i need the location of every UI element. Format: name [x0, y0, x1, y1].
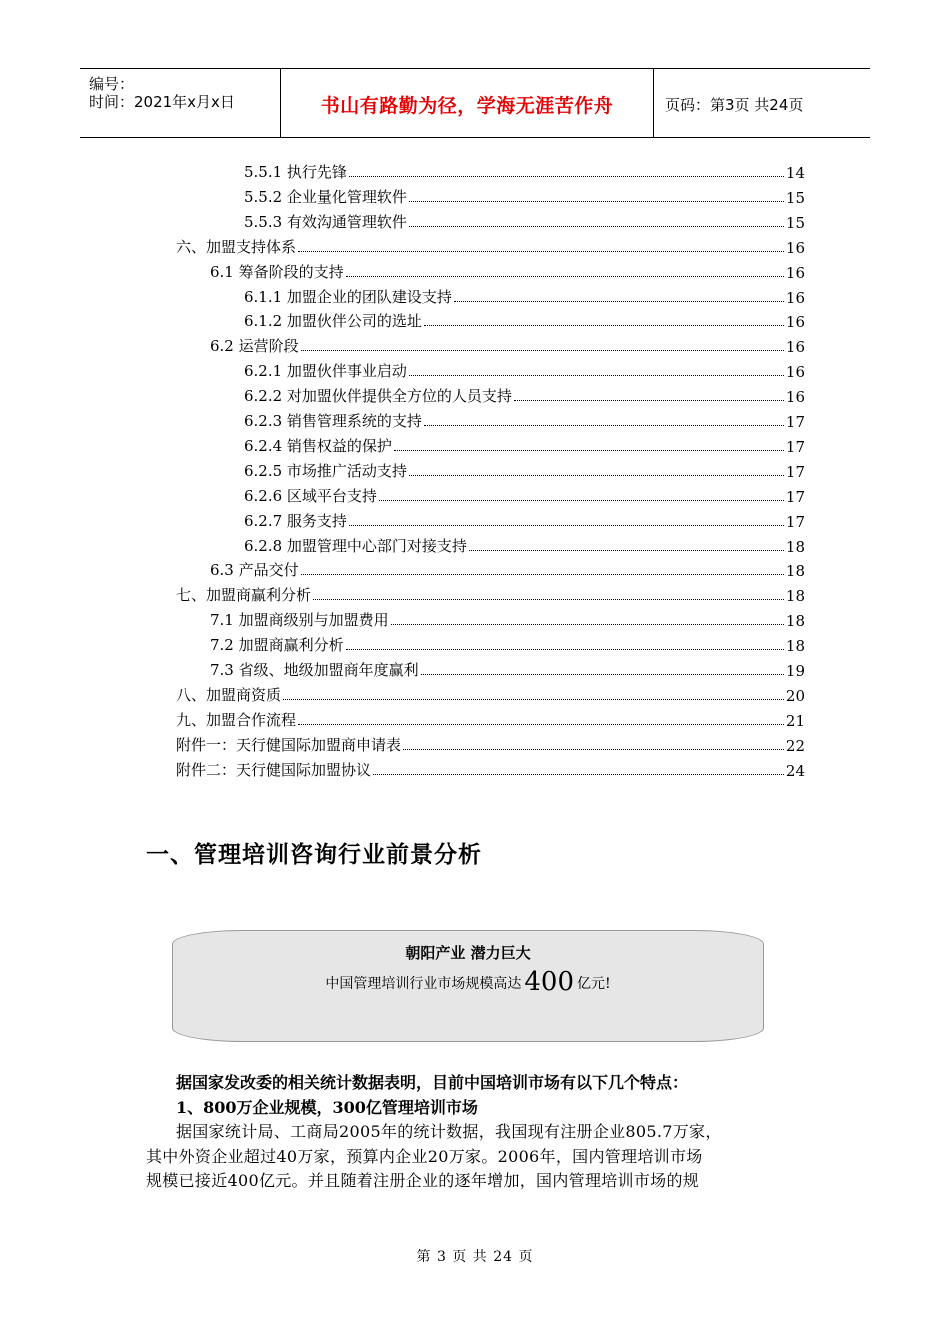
toc-entry-page: 18 [785, 562, 805, 581]
toc-entry-page: 15 [785, 213, 805, 232]
header-motto-cell [281, 69, 654, 137]
toc-entry[interactable] [176, 705, 805, 730]
toc-leader-dots [379, 500, 784, 501]
toc-entry-title: 6.2.2 对加盟伙伴提供全方位的人员支持 [244, 387, 512, 406]
toc-entry-page: 16 [785, 388, 805, 407]
toc-leader-dots [298, 251, 784, 252]
page-header [80, 68, 870, 138]
toc-leader-dots [298, 724, 784, 725]
toc-entry[interactable] [244, 356, 805, 381]
highlight-callout [172, 930, 764, 1042]
toc-entry-title: 6.2.7 服务支持 [244, 511, 347, 530]
toc-entry-title: 六、加盟支持体系 [176, 237, 297, 256]
toc-leader-dots [301, 574, 784, 575]
toc-entry[interactable] [244, 431, 805, 456]
section-heading: 一、管理培训咨询行业前景分析 [146, 842, 482, 868]
toc-entry-title: 6.2.6 区域平台支持 [244, 486, 377, 505]
callout-text [173, 967, 763, 997]
toc-leader-dots [349, 176, 784, 177]
toc-leader-dots [313, 599, 784, 600]
toc-entry-title: 6.2.4 销售权益的保护 [244, 436, 392, 455]
toc-entry-page: 18 [785, 612, 805, 631]
serial-label: 编号： [89, 75, 135, 93]
point-heading: 1、800万企业规模，300亿管理培训市场 [176, 1098, 478, 1117]
toc-entry-title: 7.3 省级、地级加盟商年度赢利 [210, 661, 419, 679]
toc-entry-title: 6.2.1 加盟伙伴事业启动 [244, 362, 407, 381]
toc-leader-dots [409, 201, 784, 202]
toc-entry-page: 17 [785, 413, 805, 431]
toc-leader-dots [403, 749, 784, 750]
toc-entry[interactable] [176, 580, 805, 605]
body-line: 其中外资企业超过40万家，预算内企业20万家。2006年，国内管理培训市场 [146, 1146, 703, 1166]
toc-entry-page: 18 [785, 637, 805, 656]
toc-leader-dots [301, 350, 784, 351]
toc-entry-title: 6.2.5 市场推广活动支持 [244, 461, 407, 480]
toc-entry-page: 16 [785, 238, 805, 257]
toc-entry-page: 15 [785, 188, 805, 207]
header-motto: 书山有路勤为径，学海无涯苦作舟 [320, 95, 614, 117]
toc-entry-title: 附件二：天行健国际加盟协议 [176, 760, 372, 779]
toc-entry[interactable] [210, 655, 805, 680]
toc-entry[interactable] [210, 630, 805, 655]
toc-entry[interactable] [176, 730, 805, 755]
toc-entry[interactable] [244, 282, 805, 307]
toc-leader-dots [409, 375, 784, 376]
toc-leader-dots [424, 425, 784, 426]
toc-entry[interactable] [244, 182, 805, 207]
toc-entry-page: 16 [785, 313, 805, 332]
toc-entry-page: 16 [785, 363, 805, 382]
toc-leader-dots [409, 475, 784, 476]
toc-entry-page: 18 [785, 537, 805, 556]
toc-entry[interactable] [210, 257, 805, 282]
toc-entry[interactable] [176, 755, 805, 780]
toc-entry-page: 21 [785, 711, 805, 730]
toc-leader-dots [409, 226, 784, 227]
toc-leader-dots [346, 276, 784, 277]
toc-entry[interactable] [210, 331, 805, 356]
toc-entry-title: 6.2 运营阶段 [210, 337, 299, 356]
toc-entry-title: 5.5.1 执行先锋 [244, 163, 347, 181]
toc-entry[interactable] [244, 157, 805, 182]
callout-text-pre: 中国管理培训行业市场规模高达 [325, 976, 522, 992]
toc-entry-page: 17 [785, 487, 805, 506]
intro-paragraph: 据国家发改委的相关统计数据表明，目前中国培训市场有以下几个特点： [176, 1073, 689, 1092]
header-page-cell [655, 69, 870, 137]
toc-entry-title: 6.1 筹备阶段的支持 [210, 262, 344, 281]
toc-leader-dots [346, 649, 784, 650]
toc-entry-page: 16 [785, 338, 805, 357]
toc-entry-title: 5.5.2 企业量化管理软件 [244, 187, 407, 206]
toc-entry-page: 22 [785, 736, 805, 755]
toc-entry-title: 6.3 产品交付 [210, 561, 299, 580]
toc-entry-page: 17 [785, 512, 805, 531]
toc-entry-title: 5.5.3 有效沟通管理软件 [244, 212, 407, 231]
toc-entry-title: 6.2.3 销售管理系统的支持 [244, 412, 422, 430]
toc-entry[interactable] [176, 232, 805, 257]
page-footer: 第 3 页 共 24 页 [416, 1249, 534, 1265]
body-line: 规模已接近400亿元。并且随着注册企业的逐年增加，国内管理培训市场的规 [146, 1171, 700, 1190]
toc-leader-dots [424, 325, 784, 326]
toc-entry[interactable] [244, 481, 805, 506]
date-label: 时间：2021年x月x日 [89, 93, 235, 111]
toc-entry[interactable] [244, 506, 805, 531]
toc-entry-page: 16 [785, 263, 805, 282]
toc-entry-page: 17 [785, 437, 805, 456]
callout-number: 400 [524, 967, 574, 997]
toc-entry-title: 七、加盟商赢利分析 [176, 586, 312, 605]
callout-text-post: 亿元! [577, 976, 611, 992]
toc-entry-page: 16 [785, 288, 805, 307]
toc-entry-page: 20 [785, 686, 805, 705]
toc-entry-title: 7.2 加盟商赢利分析 [210, 636, 344, 655]
toc-entry[interactable] [244, 531, 805, 556]
toc-entry-title: 7.1 加盟商级别与加盟费用 [210, 611, 389, 630]
toc-entry-page: 18 [785, 587, 805, 606]
toc-entry[interactable] [176, 680, 805, 705]
toc-leader-dots [469, 550, 784, 551]
toc-entry-title: 九、加盟合作流程 [176, 710, 297, 729]
toc-leader-dots [421, 674, 784, 675]
toc-leader-dots [394, 450, 784, 451]
toc-entry-page: 14 [785, 164, 805, 182]
body-paragraph [146, 1120, 806, 1194]
toc-entry-title: 附件一：天行健国际加盟商申请表 [176, 735, 402, 754]
toc-leader-dots [283, 699, 784, 700]
toc-entry[interactable] [244, 306, 805, 331]
body-line: 据国家统计局、工商局2005年的统计数据，我国现有注册企业805.7万家， [176, 1122, 722, 1141]
callout-title: 朝阳产业 潜力巨大 [405, 944, 531, 962]
toc-entry[interactable] [244, 381, 805, 406]
toc-entry-title: 6.1.1 加盟企业的团队建设支持 [244, 287, 452, 306]
toc-entry-title: 6.1.2 加盟伙伴公司的选址 [244, 312, 422, 331]
toc-leader-dots [514, 400, 784, 401]
toc-entry[interactable] [210, 555, 805, 580]
toc-entry-title: 八、加盟商资质 [176, 685, 282, 704]
toc-entry-title: 6.2.8 加盟管理中心部门对接支持 [244, 536, 467, 555]
toc-leader-dots [373, 774, 784, 775]
toc-leader-dots [391, 624, 784, 625]
toc-leader-dots [349, 525, 784, 526]
toc-entry[interactable] [244, 456, 805, 481]
toc-leader-dots [454, 301, 784, 302]
toc-entry[interactable] [244, 406, 805, 431]
toc-entry-page: 17 [785, 462, 805, 481]
toc-entry[interactable] [244, 207, 805, 232]
header-page-label: 页码：第3页 共24页 [665, 96, 804, 114]
toc-entry-page: 19 [785, 662, 805, 680]
toc-entry[interactable] [210, 605, 805, 630]
toc-entry-page: 24 [785, 761, 805, 780]
header-info-cell [80, 69, 281, 137]
